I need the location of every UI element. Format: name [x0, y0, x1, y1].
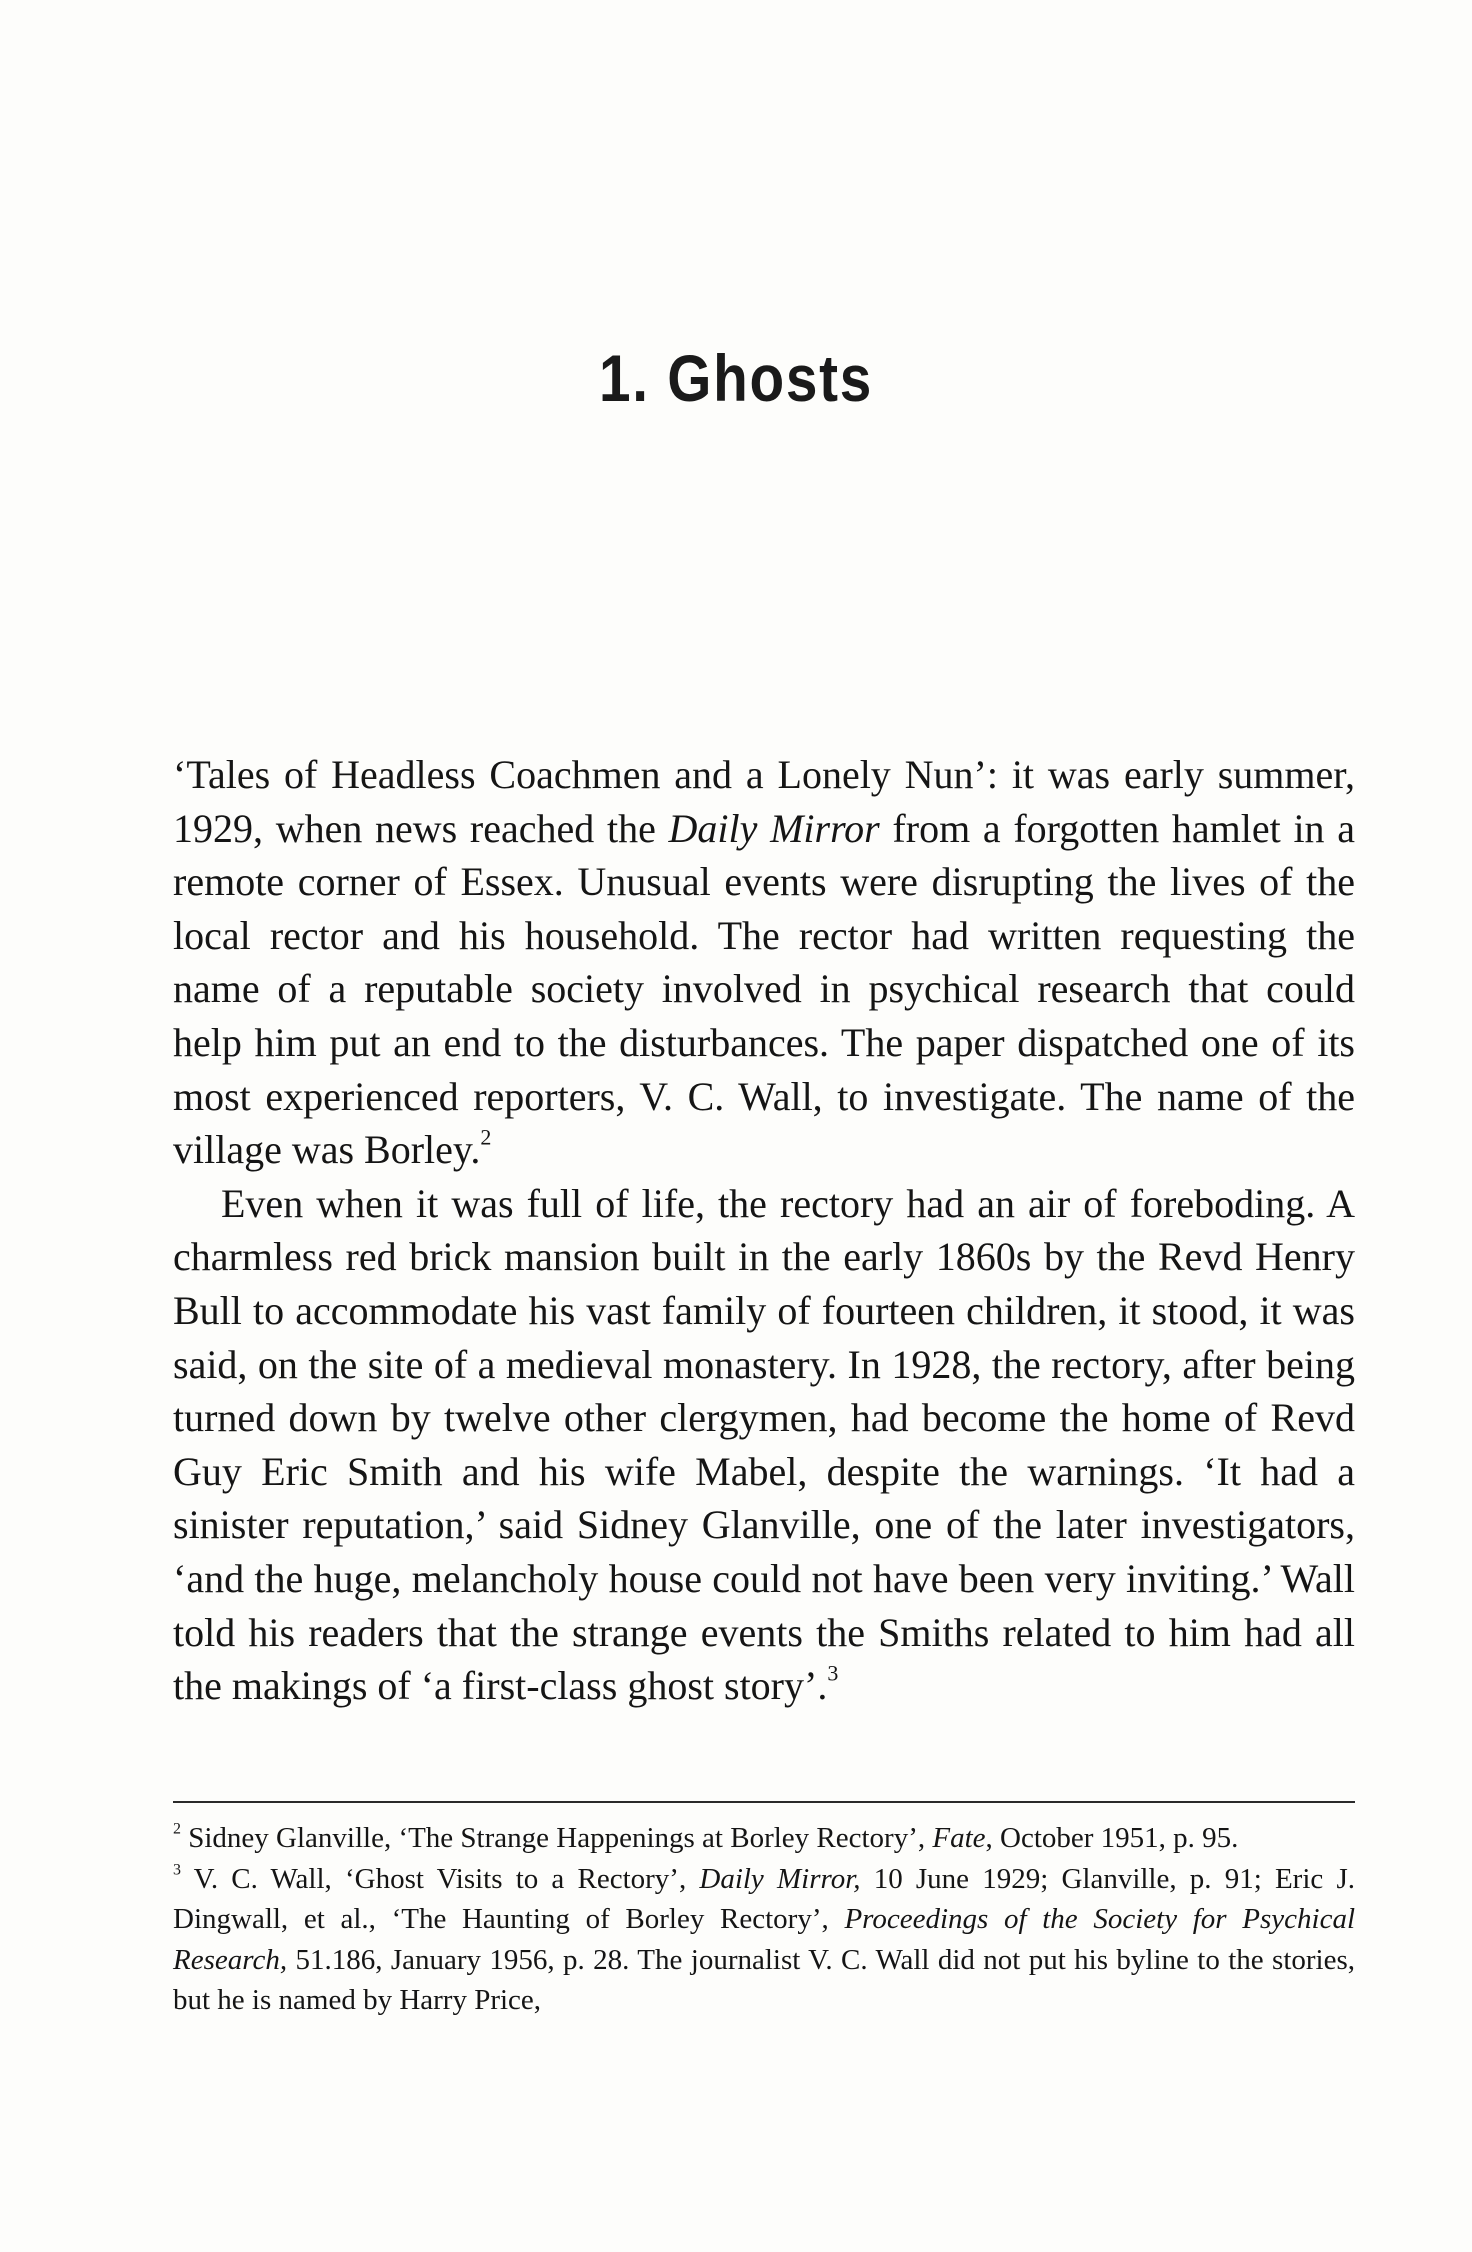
footnote-3: [173, 1859, 1355, 2021]
footnote-2: [173, 1818, 1355, 1859]
footnotes: [173, 1818, 1355, 2021]
footnote-3-italic-1: Daily Mirror,: [699, 1862, 861, 1895]
footnote-divider: [173, 1801, 1355, 1803]
footnote-2-text-a: Sidney Glanville, ‘The Strange Happenings at Borley Rectory’,: [188, 1822, 933, 1854]
footnote-3-text-a: V. C. Wall, ‘Ghost Visits to a Rectory’,: [193, 1862, 700, 1895]
footnote-2-number: 2: [173, 1820, 181, 1838]
body-text: [173, 748, 1355, 1713]
footnote-3-italic-2: Proceedings of the Society for Psychical Research,: [173, 1903, 1355, 1976]
paragraph-1: [173, 748, 1355, 1177]
paragraph-1-text-b: from a forgotten hamlet in a remote corner of Essex. Unusual events were disrupting the lives of the local rector and his household. The rector had written requesting the name of a reputable society involved in psychical research that could help him put an end to the disturbances. The paper dispatched one of its most experienced reporters, V. C. Wall, to investigate. The name of the village was Borley.: [173, 805, 1356, 1173]
paragraph-1-italic: Daily Mirror: [668, 805, 880, 851]
footnote-3-text-b: 10 June 1929; Glanville, p. 91; Eric J. Dingwall, et al., ‘The Haunting of Borley Rectory’,: [173, 1862, 1355, 1935]
paragraph-1-text-a: ‘Tales of Headless Coachmen and a Lonely Nun’: it was early summer, 1929, when news reached the: [173, 752, 1355, 851]
footnote-ref-3: 3: [827, 1660, 839, 1686]
footnote-3-text-c: 51.186, January 1956, p. 28. The journalist V. C. Wall did not put his byline to the stories, but he is named by Harry Price,: [173, 1943, 1355, 2016]
paragraph-2-text: Even when it was full of life, the rectory had an air of foreboding. A charmless red brick mansion built in the early 1860s by the Revd Henry Bull to accommodate his vast family of fourteen children, it stood, it was said, on the site of a medieval monastery. In 1928, the rectory, after being turned down by twelve other clergymen, had become the home of Revd Guy Eric Smith and his wife Mabel, despite the warnings. ‘It had a sinister reputation,’ said Sidney Glanville, one of the later investigators, ‘and the huge, melancholy house could not have been very inviting.’ Wall told his readers that the strange events the Smiths related to him had all the makings of ‘a first-class ghost story’.: [173, 1180, 1355, 1709]
footnote-2-italic: Fate: [932, 1822, 986, 1854]
paragraph-2: [173, 1177, 1355, 1713]
footnote-ref-2: 2: [480, 1124, 492, 1150]
footnote-3-number: 3: [173, 1860, 181, 1878]
chapter-title: 1. Ghosts: [598, 341, 874, 415]
footnote-2-text-b: , October 1951, p. 95.: [985, 1822, 1239, 1854]
